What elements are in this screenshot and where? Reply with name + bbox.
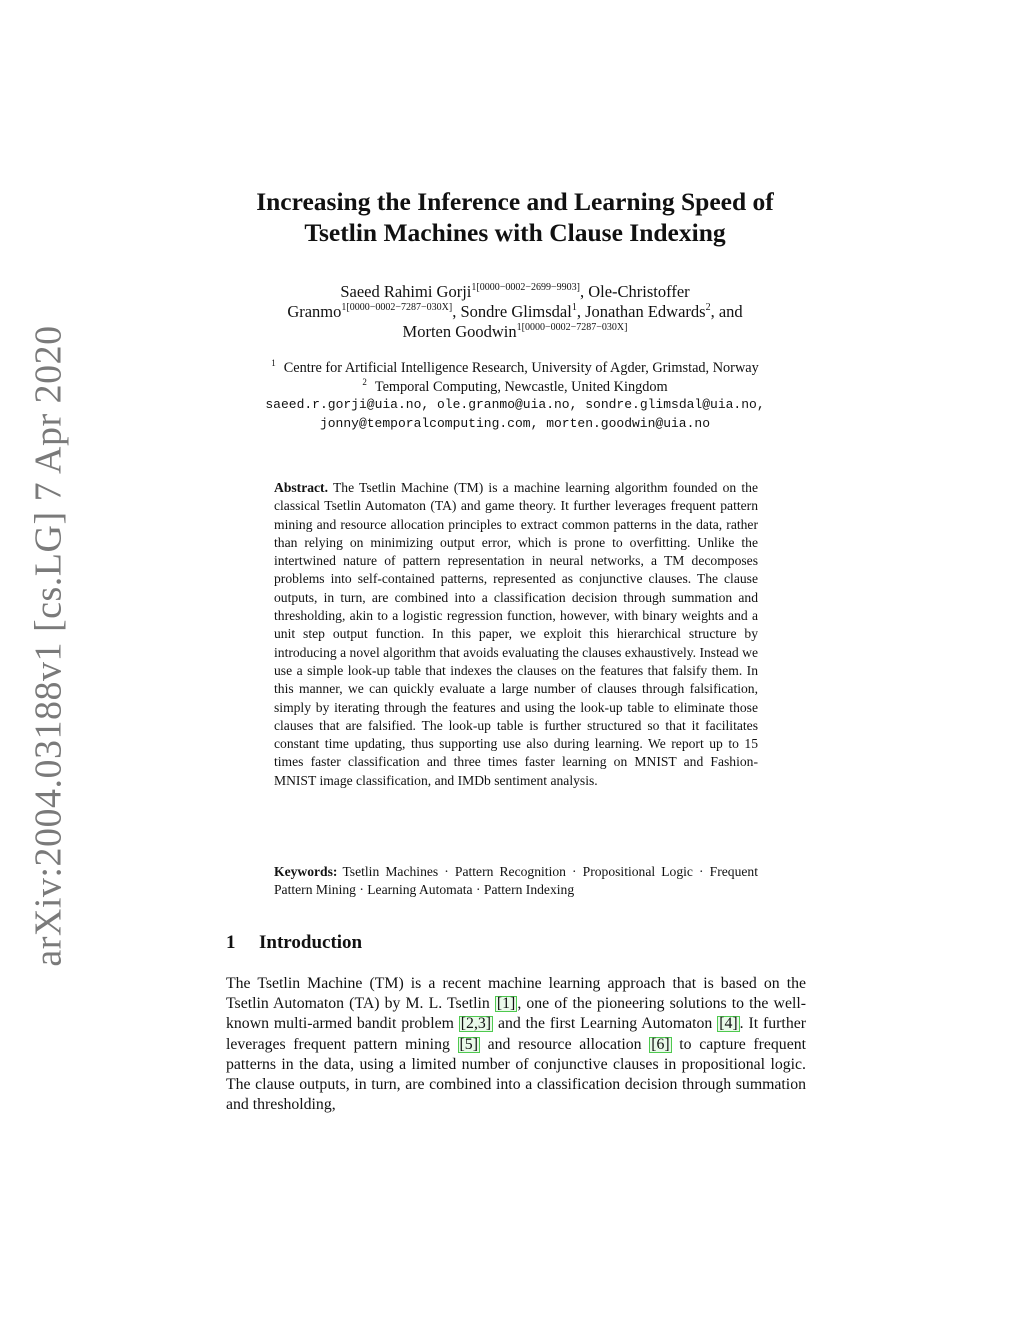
section-title: Introduction [259, 932, 363, 953]
body-text-segment: . It further leverages frequent pattern mining [226, 1015, 806, 1053]
section-number: 1 [226, 932, 236, 953]
affiliation-2 [200, 378, 830, 397]
abstract-label: Abstract. [274, 480, 328, 495]
author-line-1 [210, 282, 820, 302]
affiliations [200, 359, 830, 433]
body-text-segment: and the first Learning Automaton [493, 1015, 718, 1033]
keywords [274, 863, 758, 900]
body-text-segment: and resource allocation [479, 1035, 650, 1053]
affiliation-1 [200, 359, 830, 378]
citation-link[interactable]: [6] [651, 1035, 670, 1053]
body-text-segment: to capture frequent patterns in the data, using a limited number of conjunctive clauses in propositional logic. The clause outputs, in turn, are combined into a classification decision through summation and thresholding, [226, 1035, 807, 1114]
citation-link[interactable]: [4] [719, 1015, 738, 1033]
author-line-3 [210, 322, 820, 342]
keywords-label: Keywords: [274, 864, 338, 879]
email-list-line-2: jonny@temporalcomputing.com, morten.goodwin@uia.no [319, 415, 711, 431]
affiliation-text: Centre for Artificial Intelligence Research, University of Agder, Grimstad, Norway [283, 360, 759, 376]
citation-link[interactable]: [1] [496, 995, 516, 1013]
section-heading [226, 931, 362, 955]
affiliation-text: Temporal Computing, Newcastle, United Kingdom [374, 378, 668, 395]
author-name: Saeed Rahimi Gorji [340, 282, 472, 301]
body-text-segment: , one of the pioneering solutions to the well-known multi-armed bandit problem [226, 995, 806, 1033]
email-list-line-1: saeed.r.gorji@uia.no, ole.granmo@uia.no, sondre.glimsdal@uia.no, [265, 397, 765, 412]
citation-link[interactable]: [5] [459, 1035, 478, 1053]
affiliation-mark: 1 [271, 358, 276, 368]
author-name: Granmo [287, 302, 342, 321]
author-orcid: 1[0000−0002−2699−9903] [471, 282, 580, 293]
author-name: Morten Goodwin [402, 322, 517, 341]
author-list [210, 282, 820, 342]
author-name: , Sondre Glimsdal [452, 302, 572, 321]
abstract-text: The Tsetlin Machine (TM) is a machine learning algorithm founded on the classical Tsetlin Automaton (TA) and game theory. It further leverages frequent pattern mining and resource allocation principles to extract common patterns in the data, rather than relying on minimizing output error, which is prone to overfitting. Unlike the intertwined nature of pattern representation in neural networks, a TM decomposes problems into self-contained patterns, represented as conjunctive clauses. The clause outputs, in turn, are combined into a classification decision through summation and thresholding, akin to a logistic regression function, however, with binary weights and a unit step output function. In this paper, we exploit this hierarchical structure by introducing a novel algorithm that avoids evaluating the clauses exhaustively. Instead we use a simple look-up table that indexes the clauses on the features that falsify them. In this manner, we can quickly evaluate a large number of clauses through falsification, simply by iterating through the features and using the look-up table to eliminate those clauses that are falsified. The look-up table is further structured so that it facilitates constant time updating, thus supporting use also during learning. We report up to 15 times faster classification and three times faster learning on MNIST and Fashion-MNIST image classification, and IMDb sentiment analysis. [274, 480, 758, 788]
author-conjunction: , and [710, 302, 743, 321]
citation-link[interactable]: [2,3] [460, 1015, 492, 1033]
keywords-text: Tsetlin Machines · Pattern Recognition · Propositional Logic · Frequent Pattern Mining · Learning Automata · Pattern Indexing [274, 864, 758, 898]
abstract [274, 479, 758, 790]
author-name: , Jonathan Edwards [576, 302, 706, 321]
author-orcid: 1[0000−0002−7287−030X] [341, 302, 453, 313]
author-name: , Ole-Christoffer [579, 282, 690, 301]
intro-paragraph [226, 974, 806, 1115]
arxiv-identifier-text: arXiv:2004.03188v1 [cs.LG] 7 Apr 2020 [28, 325, 71, 967]
affiliation-mark: 2 [362, 376, 367, 387]
arxiv-identifier-stamp [18, 325, 80, 967]
author-affiliation-mark: 2 [705, 302, 711, 313]
author-orcid: 1[0000−0002−7287−030X] [516, 322, 628, 333]
title-line-1: Increasing the Inference and Learning Speed of [256, 187, 774, 216]
body-text-segment: The Tsetlin Machine (TM) is a recent machine learning approach that is based on the Tsetlin Automaton (TA) by M. L. Tsetlin [226, 975, 806, 1013]
paper-title [200, 186, 830, 248]
author-line-2 [210, 302, 820, 322]
author-affiliation-mark: 1 [571, 302, 577, 313]
title-line-2: Tsetlin Machines with Clause Indexing [304, 218, 726, 247]
